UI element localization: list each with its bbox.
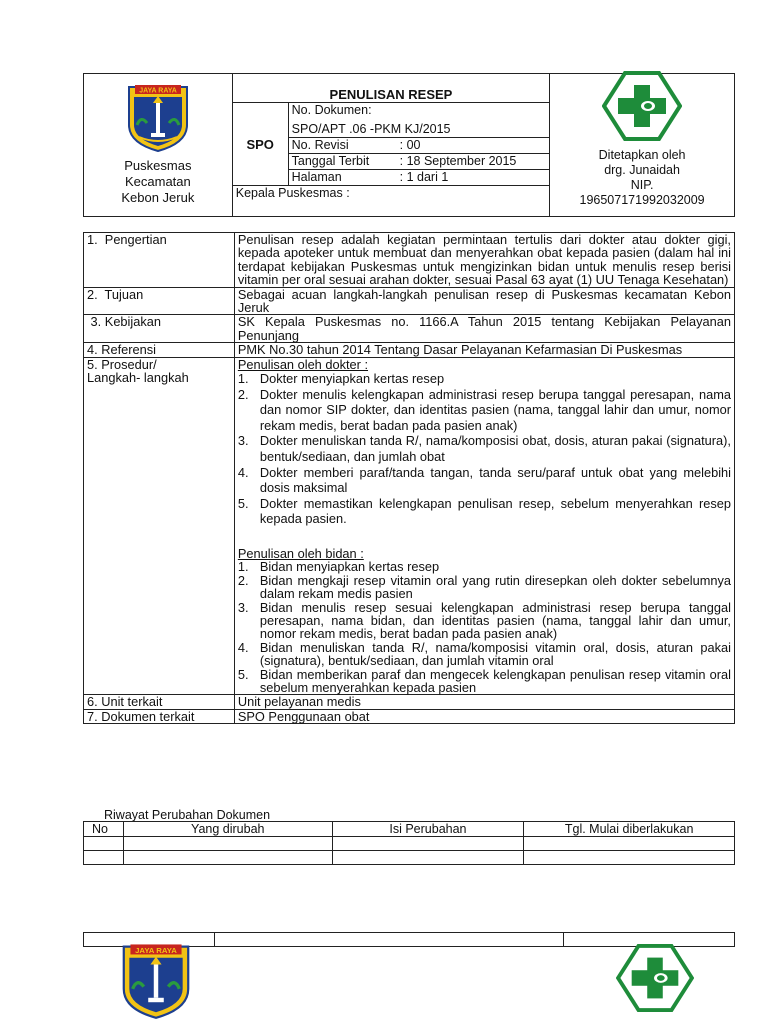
logo-motto: JAYA RAYA — [135, 945, 177, 955]
procedure-table — [83, 232, 735, 724]
logo-motto: JAYA RAYA — [139, 87, 177, 95]
table-row — [84, 343, 735, 357]
list-item: 3. Bidan menulis resep sesuai kelengkapan administrasi resep berupa tanggal peresapan, nama bidan, dan identitas pasien (nama, tanggal lahir dan umur, nomor rekam medis, berat badan pada pasien anak) — [237, 599, 731, 642]
puskesmas-cross-logo — [616, 944, 694, 1012]
table-header-row — [84, 822, 735, 837]
approval-line: drg. Junaidah — [604, 163, 680, 177]
revision-history-table — [83, 821, 735, 865]
list-item: 4. Dokter memberi paraf/tanda tangan, tanda seru/paraf untuk obat yang melebihi dosis maksimal — [237, 464, 731, 496]
approval-nip: 196507171992032009 — [579, 193, 705, 207]
revision-value: : 00 — [399, 138, 421, 152]
column-header: No — [84, 822, 124, 837]
column-header: Yang dirubah — [123, 822, 332, 837]
date-value: : 18 September 2015 — [399, 154, 517, 168]
list-item: 2. Dokter menulis kelengkapan administrasi resep berupa tanggal peresapan, nama dan nomor SIP dokter, dan identitas pasien (nama, tanggal lahir dan umur, nomor rekam medis, berat badan pada pasien anak) — [237, 386, 731, 433]
org-line: Kecamatan — [124, 174, 191, 189]
head-signature-cell: Kepala Puskesmas : — [232, 186, 549, 217]
table-row — [84, 315, 735, 343]
row-label: 5. Prosedur/ Langkah- langkah — [84, 357, 235, 695]
table-row — [84, 233, 735, 288]
revision-row — [288, 138, 550, 154]
doc-number-value: SPO/APT .06 -PKM KJ/2015 — [288, 122, 550, 138]
page-label: Halaman — [291, 170, 342, 184]
table-row — [84, 695, 735, 709]
table-row — [84, 709, 735, 723]
date-row — [288, 154, 550, 170]
row-text: Sebagai acuan langkah-langkah penulisan resep di Puskesmas kecamatan Kebon Jeruk — [234, 287, 734, 315]
org-line: Kebon Jeruk — [121, 190, 195, 205]
list-item: 1. Bidan menyiapkan kertas resep — [237, 559, 440, 575]
revision-label: No. Revisi — [291, 138, 349, 152]
page-value: : 1 dari 1 — [399, 170, 449, 184]
list-item: 5. Dokter memastikan kelengkapan penulisan resep, sebelum menyerahkan resep kepada pasien. — [237, 495, 731, 527]
row-text: PMK No.30 tahun 2014 Tentang Dasar Pelayanan Kefarmasian Di Puskesmas — [234, 343, 734, 357]
revision-history-title: Riwayat Perubahan Dokumen — [104, 808, 271, 822]
row-label: 3. Kebijakan — [84, 315, 235, 343]
row-label: 1. Pengertian — [84, 233, 235, 288]
org-line: Puskesmas — [124, 158, 192, 173]
table-row — [84, 851, 735, 865]
org-cell — [84, 74, 233, 217]
dokter-heading: Penulisan oleh dokter : — [237, 356, 369, 372]
column-header: Isi Perubahan — [332, 822, 524, 837]
doc-number-label: No. Dokumen: — [288, 103, 550, 123]
jaya-raya-logo — [116, 940, 196, 1020]
column-header: Tgl. Mulai diberlakukan — [524, 822, 735, 837]
table-row — [84, 287, 735, 315]
puskesmas-cross-logo — [602, 71, 682, 141]
row-text: Unit pelayanan medis — [234, 695, 734, 709]
row-label: 7. Dokumen terkait — [84, 709, 235, 723]
table-row — [84, 357, 735, 695]
row-label: 2. Tujuan — [84, 287, 235, 315]
bidan-heading: Penulisan oleh bidan : — [237, 546, 364, 561]
approval-cell — [550, 74, 735, 217]
list-item: 4. Bidan menuliskan tanda R/, nama/komposisi vitamin oral, dosis, aturan pakai (signatura), bentuk/sediaan, dan jumlah vitamin oral — [237, 639, 731, 669]
row-text: SK Kepala Puskesmas no. 1166.A Tahun 2015 tentang Kebijakan Pelayanan Penunjang — [234, 315, 734, 343]
row-text: SPO Penggunaan obat — [234, 709, 734, 723]
jaya-raya-logo — [125, 81, 191, 153]
list-item: 2. Bidan mengkaji resep vitamin oral yang rutin diresepkan oleh dokter sebelumnya dalam rekam medis pasien — [237, 572, 731, 602]
row-label: 4. Referensi — [84, 343, 235, 357]
date-label: Tanggal Terbit — [291, 154, 370, 168]
list-item: 5. Bidan memberikan paraf dan mengecek kelengkapan penulisan resep vitamin oral sebelum menyerahkan kepada pasien — [237, 666, 731, 696]
procedure-steps — [234, 357, 734, 695]
list-item: 1. Dokter menyiapkan kertas resep — [237, 371, 445, 387]
page-row — [288, 170, 550, 186]
table-row — [84, 837, 735, 851]
doc-title: PENULISAN RESEP — [232, 74, 549, 103]
approval-line: NIP. — [630, 178, 654, 192]
document-header — [83, 73, 735, 217]
list-item: 3. Dokter menuliskan tanda R/, nama/komposisi obat, dosis, aturan pakai (signatura), bentuk/sediaan, dan jumlah obat — [237, 433, 731, 465]
row-text: Penulisan resep adalah kegiatan permintaan tertulis dari dokter atau dokter gigi, kepada apoteker untuk membuat dan menyerahkan obat kepada pasien (dalam hal ini terdapat kebijakan Puskesmas untuk mengizinkan bidan untuk menulis resep berisi vitamin per oral sesuai arahan dokter, sesuai Pasal 63 ayat (1) UU Tenaga Kesehatan) — [234, 233, 734, 288]
spo-label: SPO — [232, 103, 288, 186]
row-label: 6. Unit terkait — [84, 695, 235, 709]
approval-line: Ditetapkan oleh — [598, 148, 686, 162]
